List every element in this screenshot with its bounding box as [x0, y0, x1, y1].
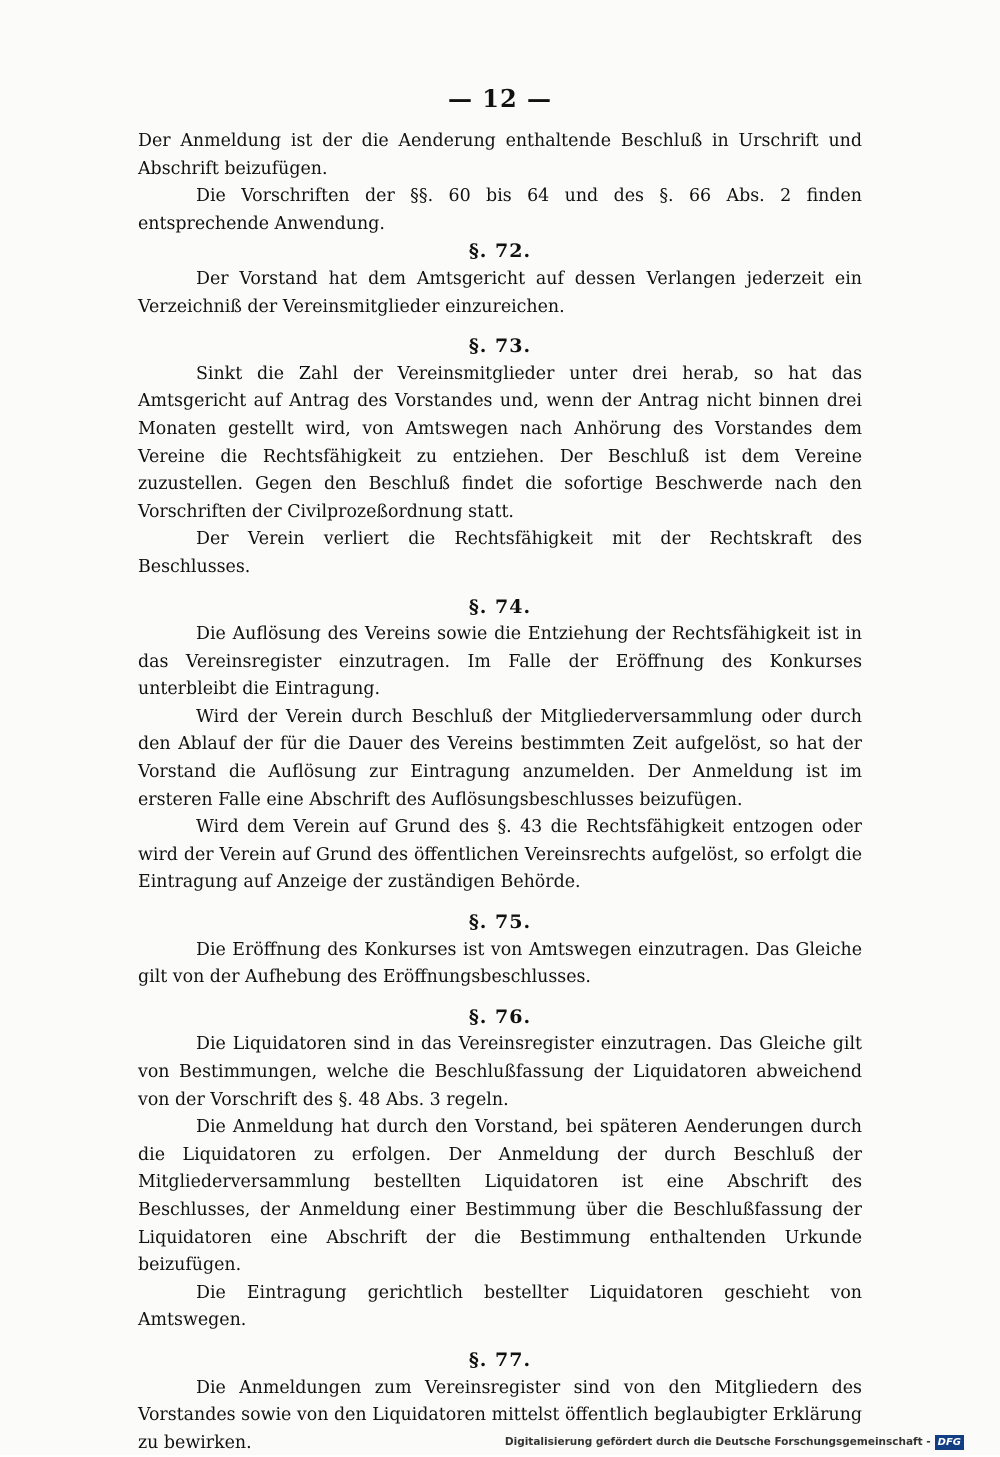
section-heading: §. 77.	[468, 1348, 532, 1371]
paragraph: Die Auflösung des Vereins sowie die Entziehung der Rechtsfähigkeit ist in das Vereinsregister einzutragen. Im Falle der Eröffnung des Konkurses unterbleibt die Eintragung.	[138, 624, 862, 700]
paragraph: Die Eintragung gerichtlich bestellter Liquidatoren geschieht von Amtswegen.	[138, 1282, 862, 1331]
paragraph: Die Vorschriften der §§. 60 bis 64 und des §. 66 Abs. 2 finden entsprechende Anwendung.	[138, 186, 862, 234]
paragraph: Der Anmeldung ist der die Aenderung enthaltende Beschluß in Urschrift und Abschrift beizufügen.	[138, 131, 862, 179]
paragraph: Wird dem Verein auf Grund des §. 43 die Rechtsfähigkeit entzogen oder wird der Verein auf Grund des öffentlichen Vereinsrechts aufgelöst, so erfolgt die Eintragung auf Anzeige der zuständigen Behörde.	[138, 817, 862, 893]
paragraph: Wird der Verein durch Beschluß der Mitgliederversammlung oder durch den Ablauf der für die Dauer des Vereins bestimmten Zeit aufgelöst, so hat der Vorstand die Auflösung zur Eintragung anzumelden. Der Anmeldung ist im ersteren Falle eine Abschrift des Auflösungsbeschlusses beizufügen.	[138, 706, 862, 810]
paragraph: Der Vorstand hat dem Amtsgericht auf dessen Verlangen jederzeit ein Verzeichniß der Vereinsmitglieder einzureichen.	[138, 268, 862, 317]
paragraph: Der Verein verliert die Rechtsfähigkeit mit der Rechtskraft des Beschlusses.	[138, 529, 862, 577]
section-heading: §. 76.	[468, 1005, 532, 1028]
section-heading: §. 74.	[468, 595, 532, 618]
digitization-credit-text: Digitalisierung gefördert durch die Deutsche Forschungsgemeinschaft -	[504, 1436, 931, 1448]
section-heading: §. 72.	[468, 240, 532, 263]
document-body	[138, 128, 862, 1457]
paragraph: Sinkt die Zahl der Vereinsmitglieder unter drei herab, so hat das Amtsgericht auf Antrag des Vorstandes und, wenn der Antrag nicht binnen drei Monaten gestellt wird, von Amtswegen nach Anhörung des Vorstandes dem Vereine die Rechtsfähigkeit zu entziehen. Der Beschluß ist dem Vereine zuzustellen. Gegen den Beschluß findet die sofortige Beschwerde nach den Vorschriften der Civilprozeßordnung statt.	[138, 363, 862, 522]
paragraph: Die Liquidatoren sind in das Vereinsregister einzutragen. Das Gleiche gilt von Bestimmungen, welche die Beschlußfassung der Liquidatoren abweichend von der Vorschrift des §. 48 Abs. 3 regeln.	[138, 1034, 862, 1110]
paragraph: Die Anmeldung hat durch den Vorstand, bei späteren Aenderungen durch die Liquidatoren zu erfolgen. Der Anmeldung der durch Beschluß der Mitgliederversammlung bestellten Liquidatoren ist eine Abschrift des Beschlusses, der Anmeldung einer Bestimmung über die Beschlußfassung der Liquidatoren eine Abschrift der die Bestimmung enthaltenden Urkunde beizufügen.	[138, 1117, 862, 1276]
section-heading: §. 73.	[468, 335, 532, 358]
paragraph: Die Eröffnung des Konkurses ist von Amtswegen einzutragen. Das Gleiche gilt von der Aufhebung des Eröffnungsbeschlusses.	[138, 939, 862, 988]
digitization-credit	[505, 1433, 964, 1451]
page-number: — 12 —	[447, 84, 553, 113]
section-heading: §. 75.	[468, 911, 532, 934]
paragraph: Die Anmeldungen zum Vereinsregister sind von den Mitgliedern des Vorstandes sowie von den Liquidatoren mittelst öffentlich beglaubigter Erklärung zu bewirken.	[138, 1377, 862, 1453]
dfg-logo: DFG	[935, 1435, 964, 1450]
